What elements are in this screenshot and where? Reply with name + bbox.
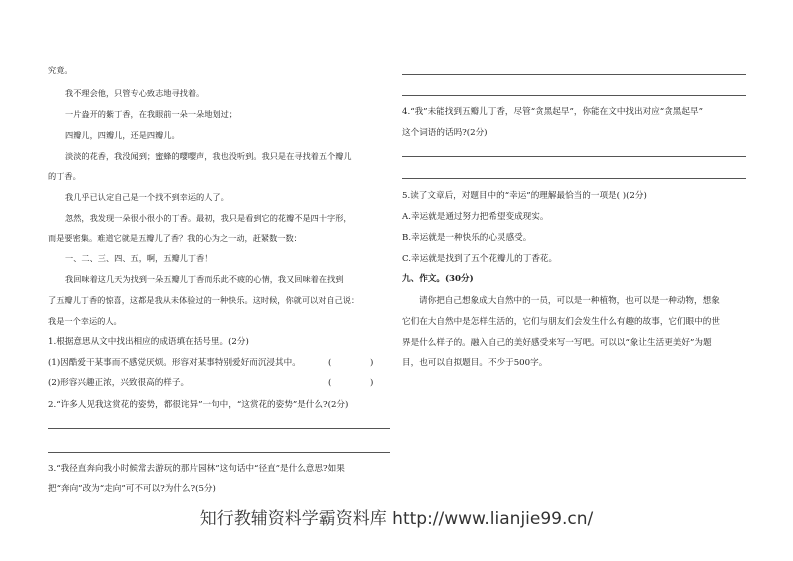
story-line: 淡淡的花香，我没闻到；蜜蜂的嘤嘤声，我也没听到。我只是在寻找着五个瓣儿 — [65, 151, 352, 161]
story-line: 一、二、三、四、五，啊，五瓣儿丁香！ — [65, 253, 213, 263]
answer-line[interactable] — [48, 452, 390, 453]
story-line: 忽然，我发现一朵很小很小的丁香。最初，我只是看到它的花瓣不是四十字形， — [65, 213, 352, 223]
question-3-line-2: 把“奔向”改为“走向”可不可以?为什么?(5分) — [48, 484, 216, 494]
question-1-item-2: (2)形容兴趣正浓，兴致很高的样子。 — [48, 378, 190, 388]
option-a[interactable]: A.幸运就是通过努力把希望变成现实。 — [402, 212, 549, 222]
question-2: 2.“许多人见我这赏花的姿势，都很诧异”一句中，“这赏花的姿势”是什么?(2分) — [48, 400, 349, 410]
answer-line[interactable] — [402, 95, 746, 96]
option-c[interactable]: C.幸运就是找到了五个花瓣儿的丁香花。 — [402, 254, 558, 264]
answer-paren-close: ) — [370, 358, 374, 368]
question-1: 1.根据意思从文中找出相应的成语填在括号里。(2分) — [48, 337, 249, 347]
question-4-line-1: 4.“我”未能找到五瓣儿丁香，尽管“贪黑起早”，你能在文中找出对应“贪黑起早” — [402, 107, 703, 117]
question-1-item-1: (1)因酷爱干某事而不感觉厌烦。形容对某事特别爱好而沉浸其中。 — [48, 358, 301, 368]
question-3-line-1: 3.“我径直奔向我小时候常去游玩的那片园林”这句话中“径直”是什么意思?如果 — [48, 464, 345, 474]
answer-line[interactable] — [48, 428, 390, 429]
story-line: 我回味着这几天为找到一朵五瓣儿丁香而乐此不疲的心情，我又回味着在找到 — [65, 274, 344, 284]
answer-paren-close: ) — [370, 378, 374, 388]
answer-line[interactable] — [402, 178, 746, 179]
story-line: 我几乎已认定自己是一个找不到幸运的人了。 — [65, 192, 229, 202]
essay-line: 请你把自己想象成大自然中的一员，可以是一种植物，也可以是一种动物，想象 — [419, 296, 720, 306]
story-line: 而是要密集。难道它就是五瓣儿了香？我的心为之一动，赶紧数一数： — [48, 233, 302, 243]
answer-paren-open: ( — [328, 358, 332, 368]
essay-line: 界是什么样子的。融入自己的美好感受来写一写吧。可以以“象让生活更美好”为题 — [402, 338, 712, 348]
watermark: 知行教辅资料学霸资料库 http://www.lianjie99.cn/ — [199, 509, 594, 529]
story-line: 的丁香。 — [48, 171, 81, 181]
story-line: 我不理会他，只管专心致志地寻找着。 — [65, 88, 205, 98]
answer-line[interactable] — [402, 156, 746, 157]
story-line: 了五瓣儿丁香的惊喜，这都是我从未体验过的一种快乐。这时候，你就可以对自己说： — [48, 295, 360, 305]
question-4-line-2: 这个词语的话吗?(2分) — [402, 128, 488, 138]
question-5: 5.读了文章后，对题目中的“幸运”的理解最恰当的一项是( )(2分) — [402, 191, 647, 201]
story-line: 我是一个幸运的人。 — [48, 316, 122, 326]
story-line: 一片盎开的紫丁香，在我眼前一朵一朵地划过； — [65, 109, 237, 119]
section-9-heading: 九、作文。(30分) — [402, 274, 474, 284]
option-b[interactable]: B.幸运就是一种快乐的心灵感受。 — [402, 233, 532, 243]
story-line: 四瓣儿，四瓣儿，还是四瓣儿。 — [65, 130, 180, 140]
answer-line[interactable] — [402, 74, 746, 75]
essay-line: 目，也可以自拟题目。不少于500字。 — [402, 358, 548, 368]
story-line: 究竟。 — [48, 65, 73, 75]
answer-paren-open: ( — [328, 378, 332, 388]
essay-line: 它们在大自然中是怎样生活的，它们与朋友们会发生什么有趣的故事，它们眼中的世 — [402, 317, 720, 327]
